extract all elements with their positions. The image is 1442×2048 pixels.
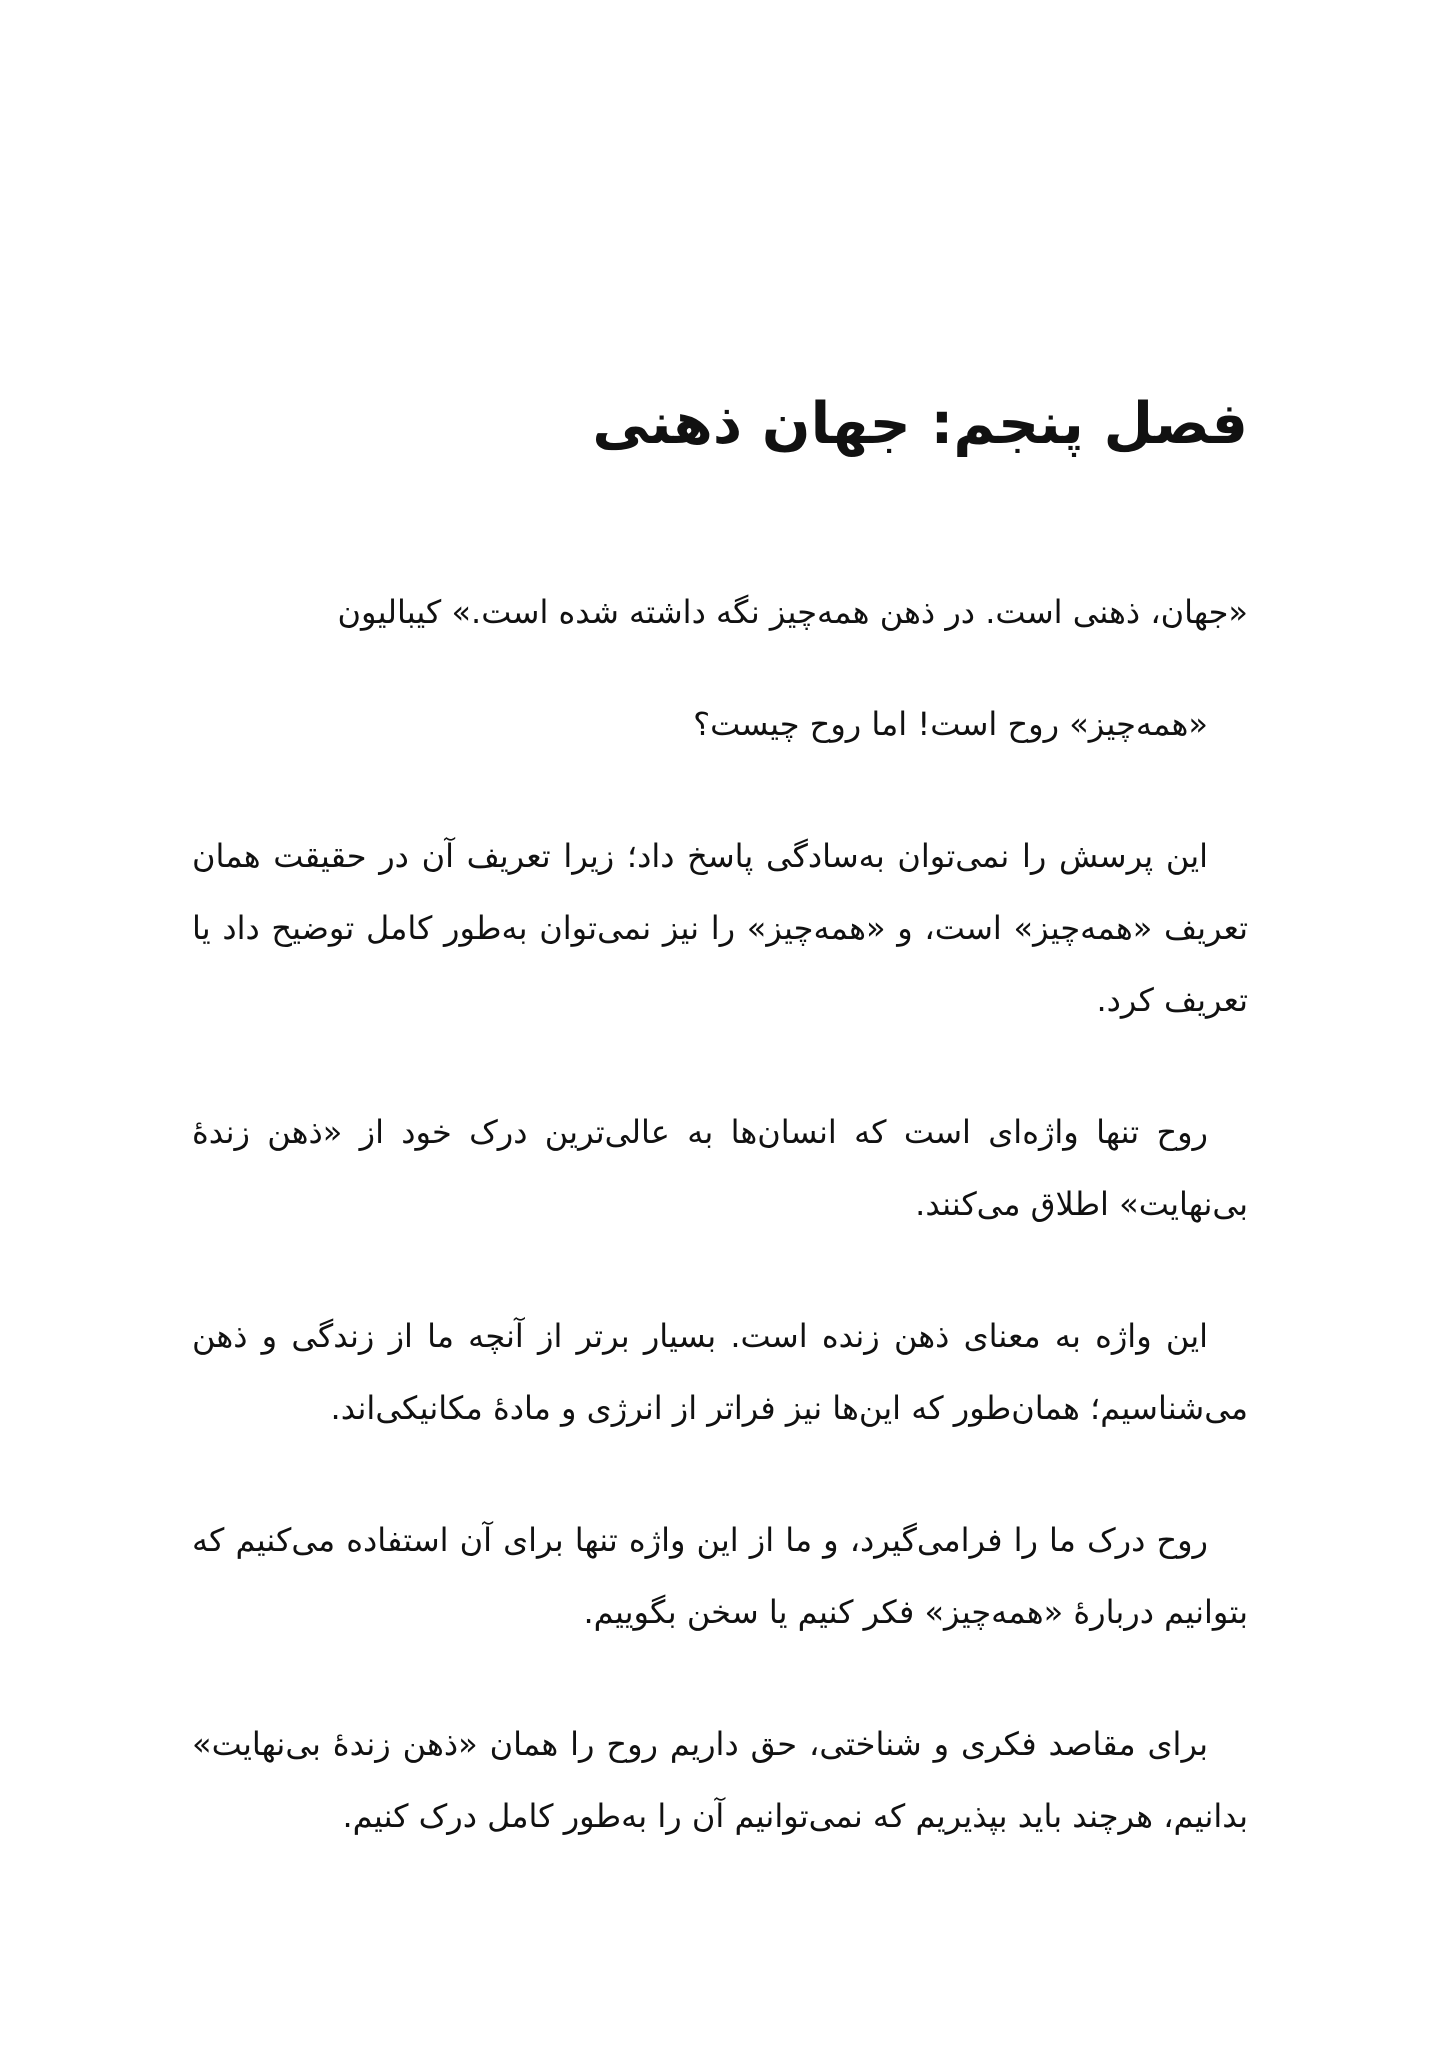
epigraph-question: «همه‌چیز» روح است! اما روح چیست؟ [693, 705, 1208, 744]
chapter-title: فصل پنجم: جهان ذهنی [592, 391, 1248, 457]
paragraph: روح درک ما را فرامی‌گیرد، و ما از این واژه تنها برای آن استفاده می‌کنیم که بتوانیم دربارهٔ «همه‌چیز» فکر کنیم یا سخن بگوییم. [192, 1521, 1248, 1632]
paragraph: روح تنها واژه‌ای است که انسان‌ها به عالی‌ترین درک خود از «ذهن زندهٔ بی‌نهایت» اطلاق می‌کنند. [192, 1113, 1248, 1224]
paragraph: این واژه به معنای ذهن زنده است. بسیار برتر از آنچه ما از زندگی و ذهن می‌شناسیم؛ همان‌طور که این‌ها نیز فراتر از انرژی و مادهٔ مکانیکی‌اند. [192, 1317, 1248, 1428]
page-content [192, 390, 1248, 1912]
paragraph: برای مقاصد فکری و شناختی، حق داریم روح را همان «ذهن زندهٔ بی‌نهایت» بدانیم، هرچند باید بپذیریم که نمی‌توانیم آن را به‌طور کامل درک کنیم. [192, 1725, 1248, 1836]
epigraph-quote: «جهان، ذهنی است. در ذهن همه‌چیز نگه داشته شده است.» کیبالیون [337, 593, 1248, 632]
paragraph: این پرسش را نمی‌توان به‌سادگی پاسخ داد؛ زیرا تعریف آن در حقیقت همان تعریف «همه‌چیز» است، و «همه‌چیز» را نیز نمی‌توان به‌طور کامل توضیح داد یا تعریف کرد. [192, 837, 1248, 1020]
